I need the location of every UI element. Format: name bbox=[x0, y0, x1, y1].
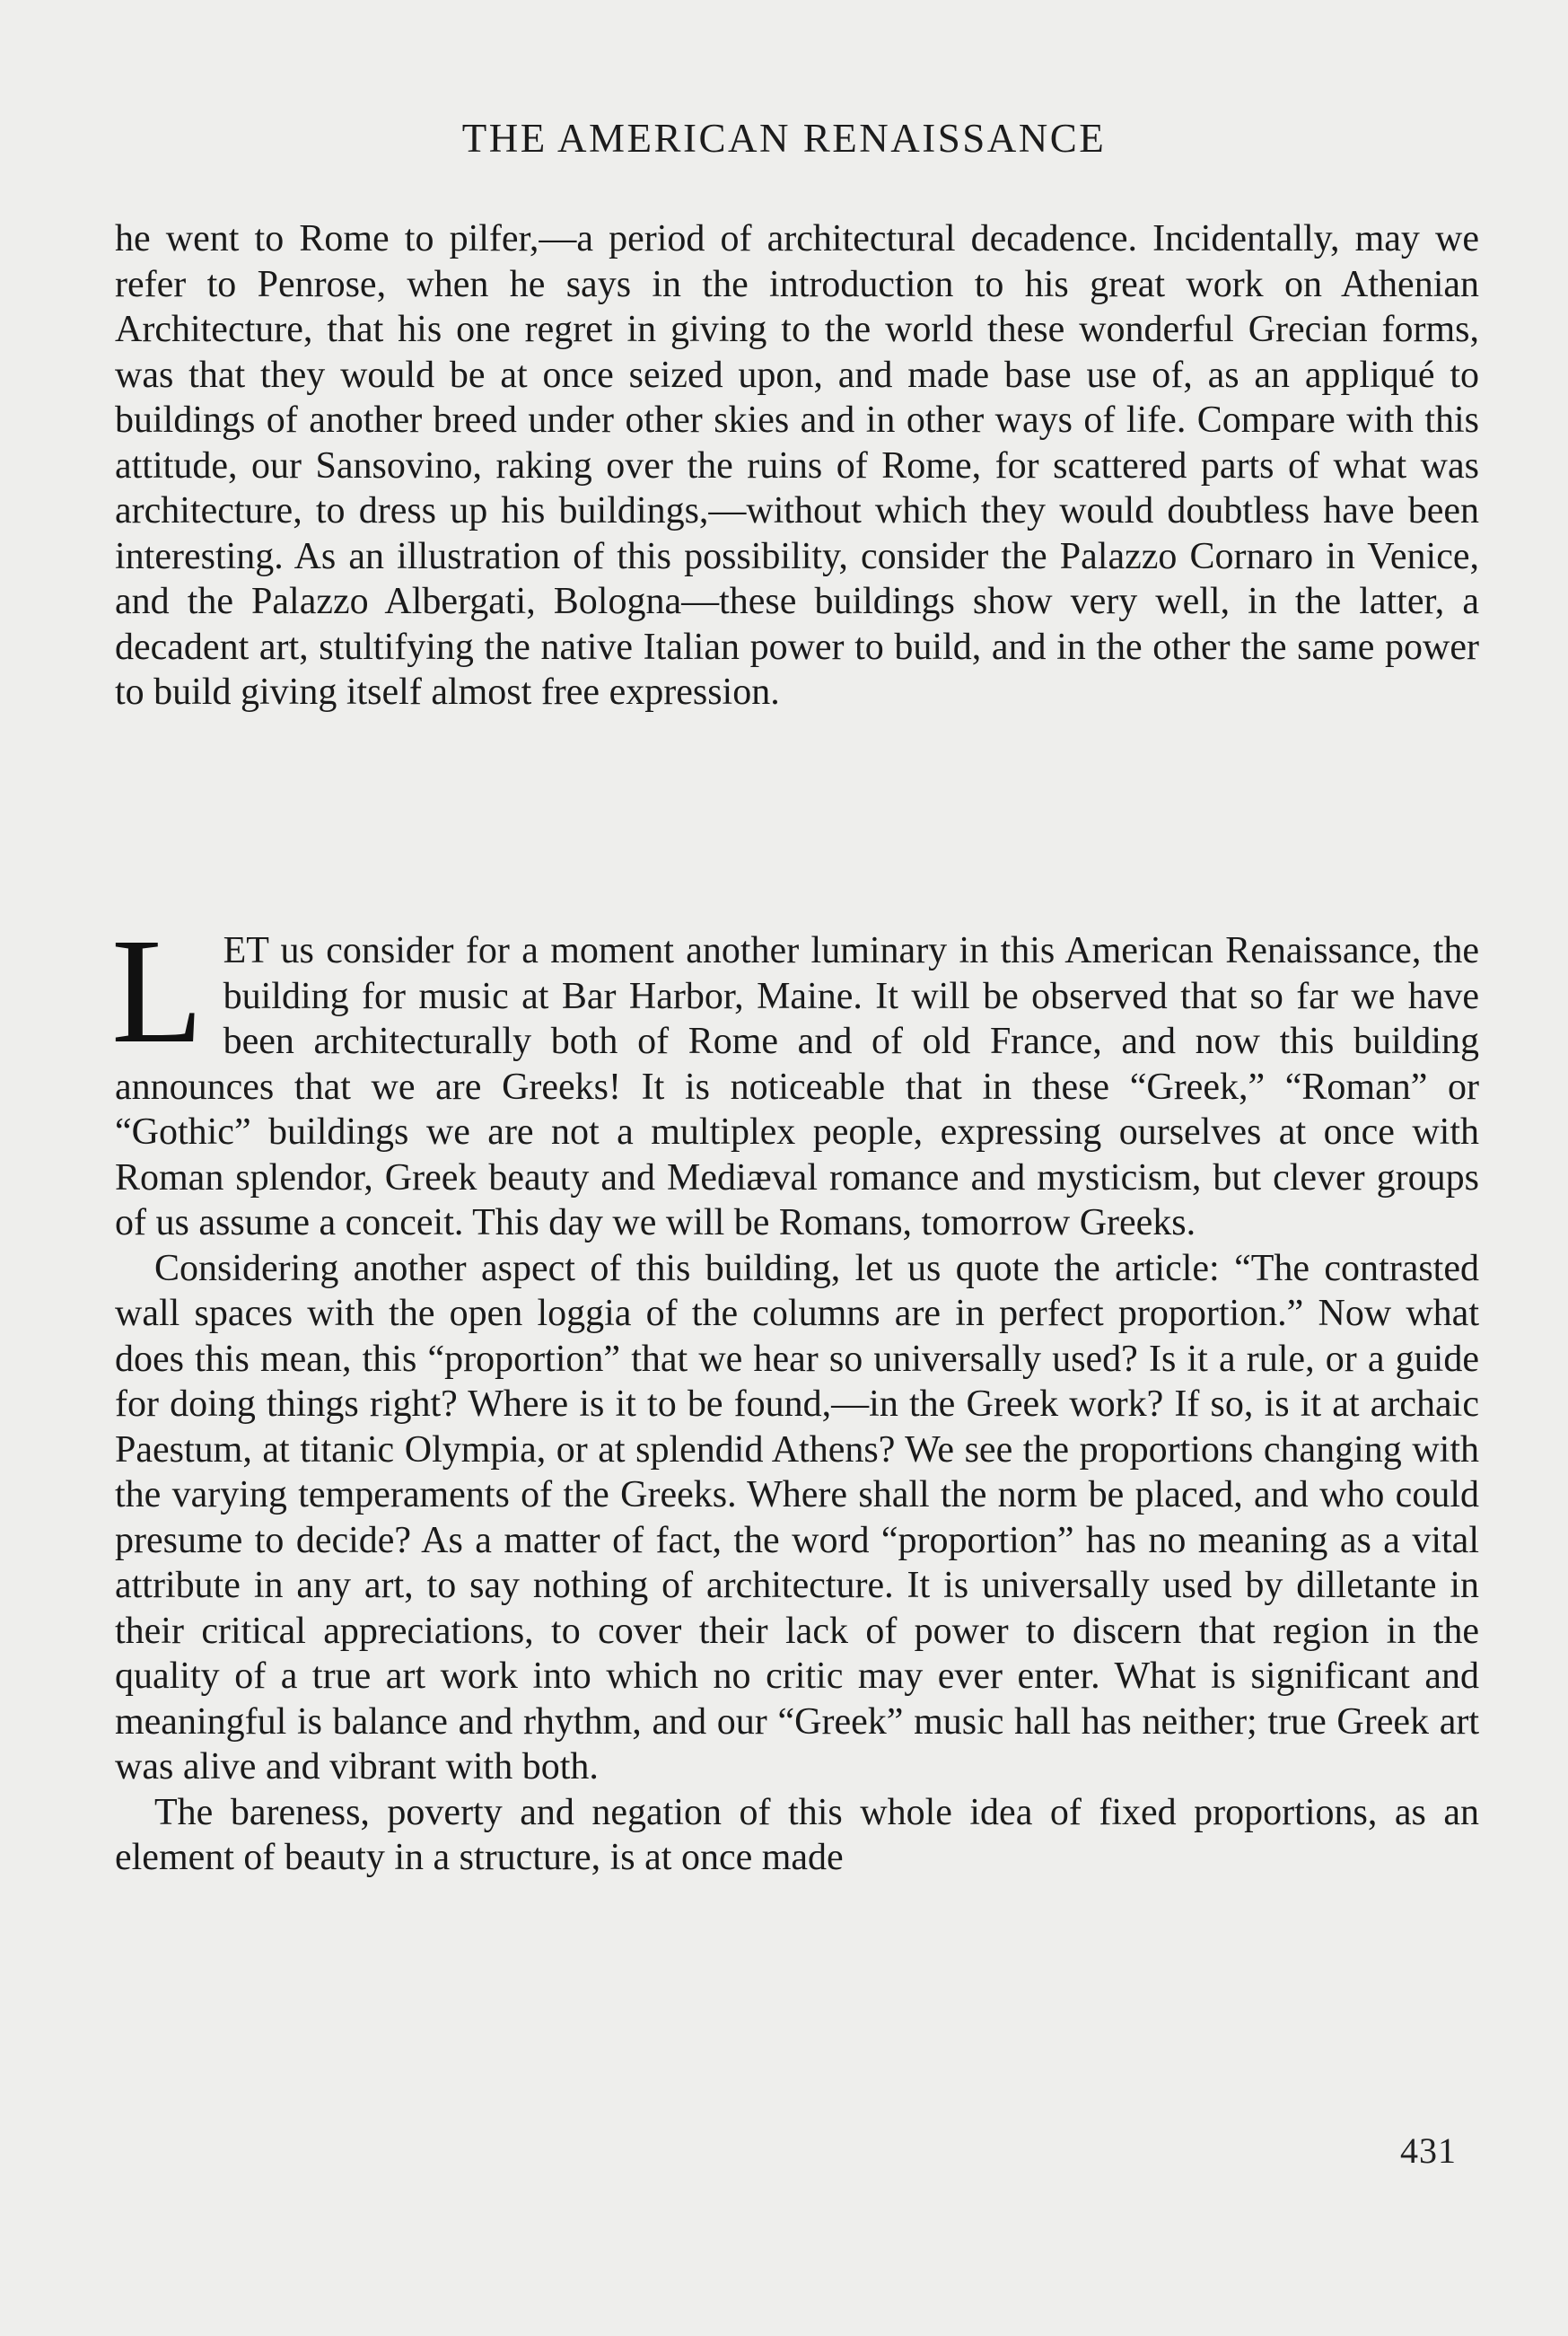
paragraph-1: he went to Rome to pilfer,—a period of architectural decadence. Incidentally, may we refer to Penrose, when he says in the introduction to his great work on Athenian Architecture, that his one regret in giving to the world these wonderful Grecian forms, was that they would be at once seized upon, and made base use of, as an appliqué to buildings of another breed under other skies and in other ways of life. Compare with this attitude, our Sansovino, raking over the ruins of Rome, for scattered parts of what was architecture, to dress up his buildings,—without which they would doubtless have been interesting. As an illustration of this possibility, consider the Palazzo Cornaro in Venice, and the Palazzo Albergati, Bologna—these buildings show very well, in the latter, a decadent art, stultifying the native Italian power to build, and in the other the same power to build giving itself almost free expression. bbox=[115, 218, 1479, 713]
drop-cap: L bbox=[111, 908, 204, 1075]
paragraph-2: ET us consider for a moment another luminary in this American Renaissance, the building for music at Bar Harbor, Maine. It will be observed that so far we have been architecturally both of Rome and of old France, and now this building announces that we are Greeks! It is noticeable that in these “Greek,” “Roman” or “Gothic” buildings we are not a multiplex people, expressing ourselves at once with Roman splendor, Greek beauty and Mediæval romance and mysticism, but clever groups of us assume a conceit. This day we will be Romans, tomorrow Greeks. bbox=[115, 930, 1479, 1243]
paragraph-block-1 bbox=[115, 216, 1479, 716]
running-head: THE AMERICAN RENAISSANCE bbox=[461, 116, 1107, 161]
paragraph-4: The bareness, poverty and negation of this whole idea of fixed proportions, as an element of beauty in a structure, is at once made bbox=[115, 1791, 1479, 1878]
page-number: 431 bbox=[1400, 2130, 1457, 2171]
paragraph-3: Considering another aspect of this building, let us quote the article: “The contrasted wall spaces with the open loggia of the columns are in perfect proportion.” Now what does this mean, this “proportion” that we hear so universally used? Is it a rule, or a guide for doing things right? Where is it to be found,—in the Greek work? If so, is it at archaic Paestum, at titanic Olympia, or at splendid Athens? We see the proportions changing with the varying temperaments of the Greeks. Where shall the norm be placed, and who could presume to decide? As a matter of fact, the word “proportion” has no meaning as a vital attribute in any art, to say nothing of architecture. It is universally used by dilletante in their critical appreciations, to cover their lack of power to discern that region in the quality of a true art work into which no critic may ever enter. What is significant and meaningful is balance and rhythm, and our “Greek” music hall has neither; true Greek art was alive and vibrant with both. bbox=[115, 1247, 1479, 1787]
paragraph-block-2 bbox=[111, 908, 1479, 1881]
